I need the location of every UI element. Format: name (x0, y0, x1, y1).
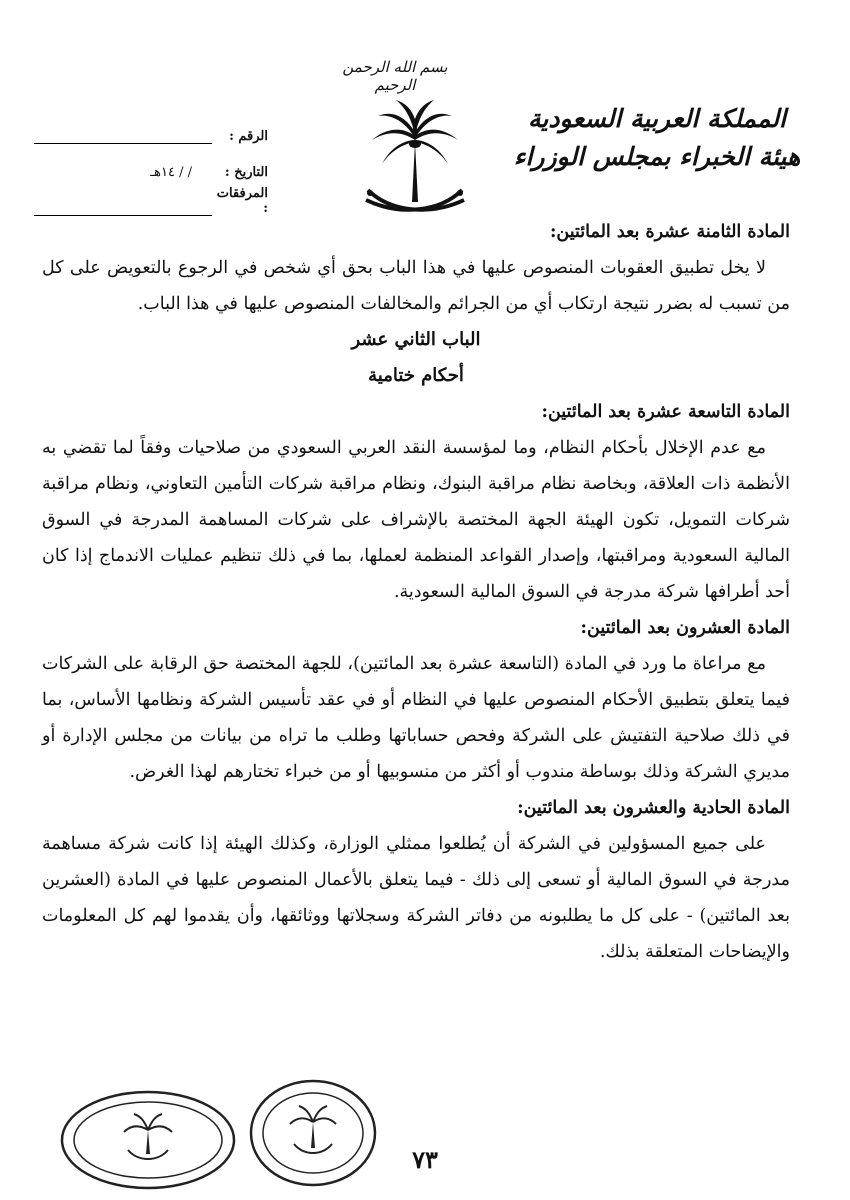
article-218-text: لا يخل تطبيق العقوبات المنصوص عليها في هذا الباب بحق أي شخص في الرجوع بالتعويض على كل من تسبب له بضرر نتيجة ارتكاب أي من الجرائم والمخالفات المنصوص عليها في هذا الباب. (42, 258, 790, 314)
article-221-text: على جميع المسؤولين في الشركة أن يُطلعوا ممثلي الوزارة، وكذلك الهيئة إذا كانت شركة مساهمة مدرجة في السوق المالية أو تسعى إلى ذلك - فيما يتعلق بالأعمال المنصوص عليها في المادة (العشرين بعد المائتين) - على كل ما يطلبونه من دفاتر الشركة وسجلاتها ووثائقها، وأن يقدموا لهم كل المعلومات والإيضاحات المتعلقة بذلك. (42, 834, 790, 962)
authority-name: هيئة الخبراء بمجلس الوزراء (513, 141, 801, 171)
date-value: / / ١٤هـ (150, 165, 192, 180)
article-220-heading: المادة العشرون بعد المائتين: (580, 618, 790, 638)
article-219-text: مع عدم الإخلال بأحكام النظام، وما لمؤسسة النقد العربي السعودي من صلاحيات وفقاً لما تقضي به الأنظمة ذات العلاقة، وبخاصة نظام مراقبة البنوك، ونظام مراقبة شركات التأمين التعاوني، ونظام مراقبة شركات التمويل، تكون الهيئة الجهة المختصة بالإشراف على شركات المساهمة المدرجة في السوق المالية السعودية ومراقبتها، وإصدار القواعد المنظمة لعملها، بما في ذلك تنظيم عمليات الاندماج إذا كان أحد أطرافها شركة مدرجة في السوق المالية السعودية. (42, 438, 790, 602)
chapter-title: الباب الثاني عشر (351, 329, 481, 350)
page-number: ٧٣ (412, 1145, 438, 1174)
document-body (42, 214, 790, 970)
kingdom-name: المملكة العربية السعودية (527, 104, 787, 133)
ref-number-row (28, 108, 268, 144)
saudi-emblem-icon (360, 90, 470, 225)
article-218-heading: المادة الثامنة عشرة بعد المائتين: (549, 222, 790, 242)
official-seal-left (58, 1088, 238, 1192)
article-220-text: مع مراعاة ما ورد في المادة (التاسعة عشرة بعد المائتين)، للجهة المختصة حق الرقابة على الشركات فيما يتعلق بتطبيق الأحكام المنصوص عليها في النظام أو في عقد تأسيس الشركة ونظامها الأساس، بما في ذلك صلاحية التفتيش على الشركة وفحص حساباتها وطلب ما تراه من بيانات من مجلس الإدارة أو مديري الشركة وذلك بوساطة مندوب أو أكثر من منسوبيها أو من خبراء تختارهم لهذا الغرض. (42, 654, 790, 782)
official-seal-right (248, 1078, 378, 1188)
article-219-heading: المادة التاسعة عشرة بعد المائتين: (541, 402, 790, 422)
bismillah-calligraphy: بسم الله الرحمن الرحيم (342, 58, 448, 94)
ref-number-label: الرقم : (229, 129, 268, 144)
reference-fields (28, 108, 268, 216)
letterhead-title (492, 100, 822, 175)
chapter-subtitle: أحكام ختامية (368, 365, 464, 386)
attachments-row (28, 180, 268, 216)
attachments-label: المرفقات : (216, 186, 268, 216)
ref-number-line (34, 129, 212, 144)
date-row (28, 144, 268, 180)
date-label: التاريخ : (224, 165, 268, 180)
article-221-heading: المادة الحادية والعشرون بعد المائتين: (517, 798, 790, 818)
